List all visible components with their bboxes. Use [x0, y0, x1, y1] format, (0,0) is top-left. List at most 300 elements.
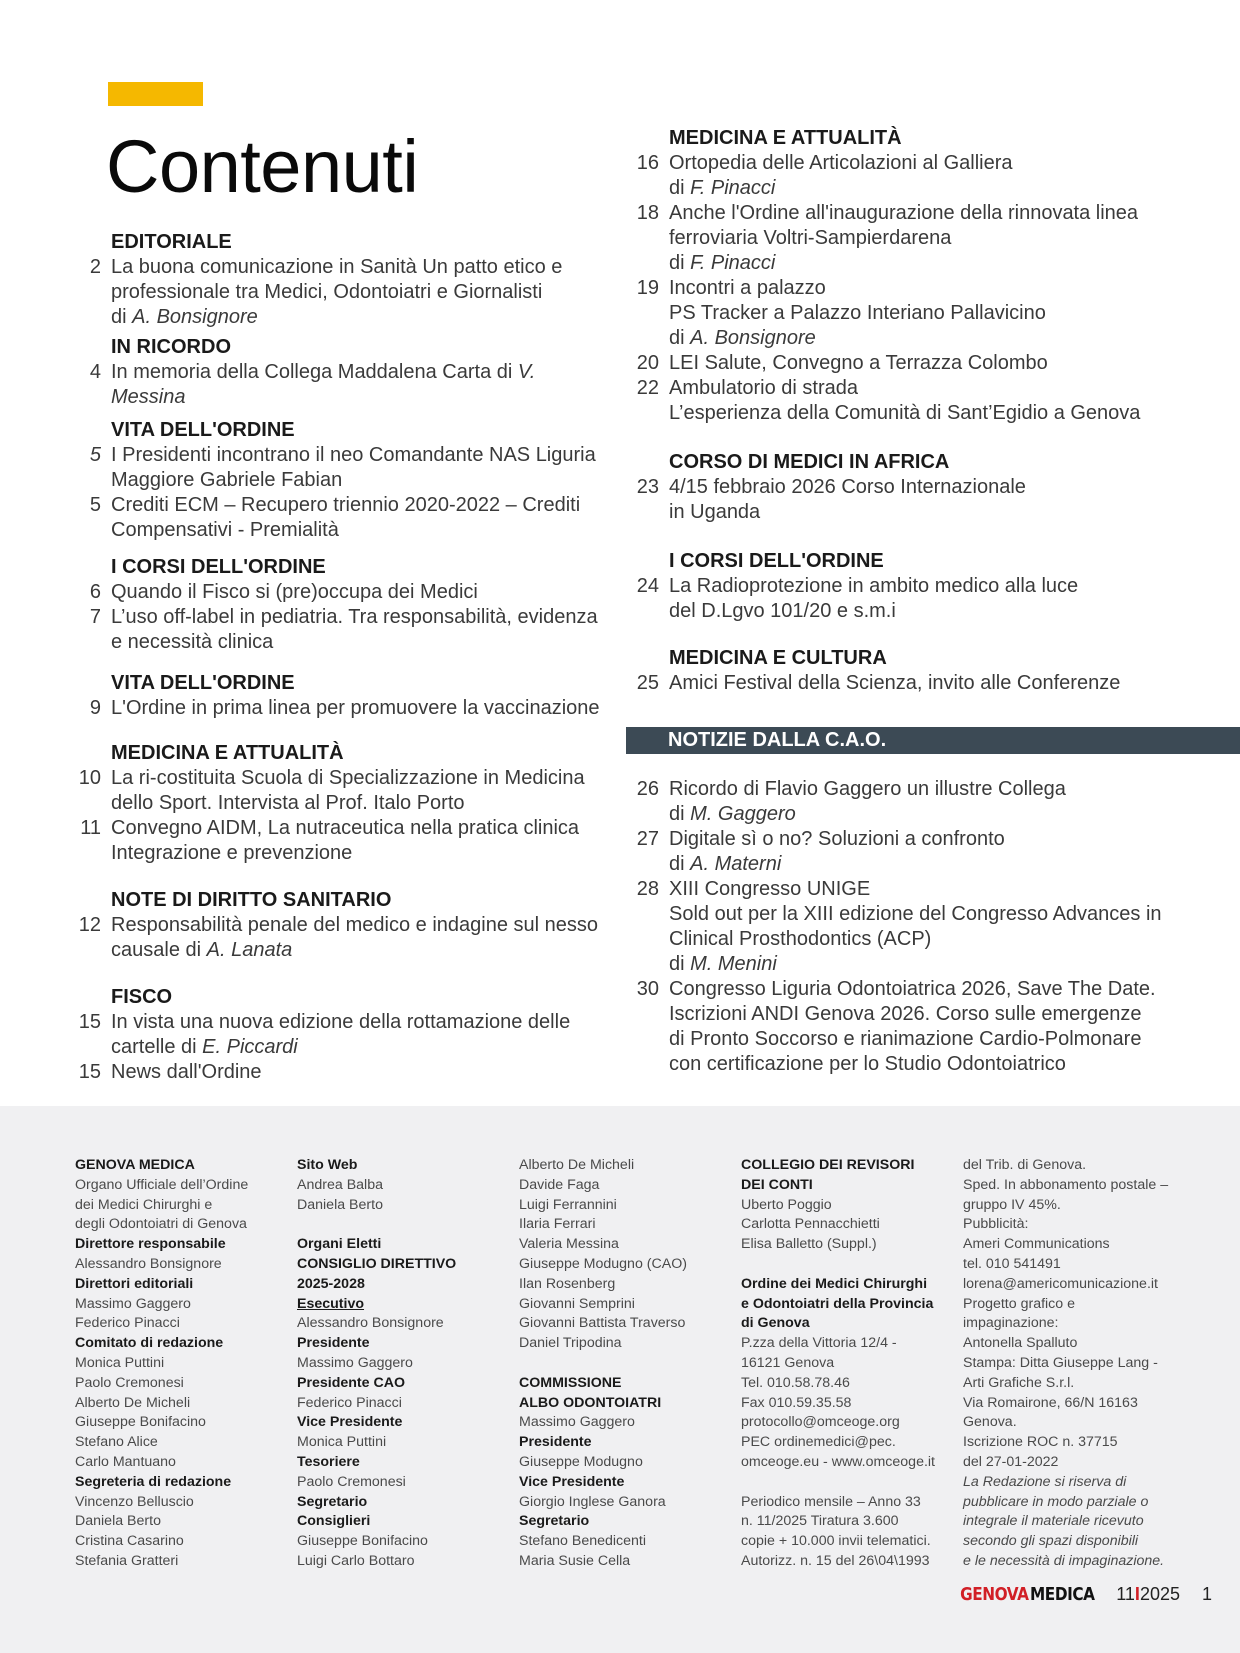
entry-line: [111, 580, 612, 605]
masthead-text: Paolo Cremonesi: [75, 1374, 184, 1391]
entry-title: [669, 877, 1190, 977]
entry-line: [111, 938, 612, 963]
entry-line: [669, 500, 1190, 525]
entry-author-line: [669, 251, 1190, 276]
entry-line: [669, 475, 1190, 500]
toc-entry[interactable]: [72, 360, 612, 410]
entry-line-text: Compensativi - Premialità: [111, 519, 339, 541]
entry-line-text: Iscrizioni ANDI Genova 2026. Corso sulle emergenze: [669, 1003, 1142, 1025]
masthead-column-3: [519, 1156, 687, 1572]
section-heading: I CORSI DELL'ORDINE: [669, 550, 884, 572]
entry-line-text: 4/15 febbraio 2026 Corso Internazionale: [669, 476, 1026, 498]
entry-line-text: LEI Salute, Convegno a Terrazza Colombo: [669, 352, 1048, 374]
masthead-text: Periodico mensile – Anno 33: [741, 1493, 921, 1510]
page-number: 15: [78, 1011, 101, 1033]
entry-line-text: Quando il Fisco si (pre)occupa dei Medici: [111, 581, 478, 603]
issue-separator: I: [1134, 1584, 1140, 1604]
masthead-text: del Trib. di Genova.: [963, 1157, 1087, 1173]
masthead-text: La Redazione si riserva di: [963, 1473, 1127, 1490]
toc-cao-entries: [630, 777, 1190, 1077]
entry-line: [111, 841, 612, 866]
entry-title: [669, 351, 1190, 376]
toc-entry[interactable]: [630, 351, 1190, 376]
cao-section-heading: NOTIZIE DALLA C.A.O.: [668, 729, 887, 751]
entry-line: [111, 1035, 612, 1060]
toc-entry[interactable]: [72, 443, 612, 493]
entry-line: [669, 276, 1190, 301]
author-name: V. Messina: [111, 361, 536, 408]
masthead-text: Federico Pinacci: [297, 1394, 402, 1411]
author-prefix: di: [669, 327, 691, 349]
masthead: [0, 1106, 1240, 1653]
entry-line: [111, 913, 612, 938]
entry-line: [669, 927, 1190, 952]
page-number: 4: [89, 361, 101, 383]
masthead-text: Daniela Berto: [75, 1513, 161, 1530]
entry-line: [111, 696, 612, 721]
toc-entry[interactable]: [630, 777, 1190, 827]
toc-entry[interactable]: [72, 1010, 612, 1060]
entry-line-text: con certificazione per lo Studio Odontoiatrico: [669, 1053, 1066, 1075]
entry-line: [669, 401, 1190, 426]
masthead-text: Genova.: [963, 1414, 1017, 1431]
page-number: 1: [1201, 1584, 1212, 1604]
toc-entry[interactable]: [630, 827, 1190, 877]
masthead-text: Elisa Balletto (Suppl.): [741, 1236, 877, 1253]
toc-section: [72, 741, 612, 866]
entry-line: [111, 468, 612, 493]
author-name: A. Bonsignore: [132, 306, 258, 328]
masthead-column-4: [741, 1156, 935, 1572]
masthead-label: GENOVA MEDICA: [75, 1157, 195, 1173]
masthead-text: Organo Ufficiale dell’Ordine: [75, 1176, 249, 1193]
page-number: 30: [636, 978, 659, 1000]
page-number: 10: [78, 767, 101, 789]
entry-line: [111, 360, 612, 410]
spacer: [741, 1255, 935, 1275]
author-prefix: di: [669, 177, 691, 199]
section-heading: IN RICORDO: [111, 336, 231, 358]
page-number: 23: [636, 476, 659, 498]
entry-title: [111, 360, 612, 410]
spacer: [741, 1473, 935, 1493]
entry-line: [111, 518, 612, 543]
entry-line: [111, 766, 612, 791]
page-number: 26: [636, 778, 659, 800]
toc-section: [72, 671, 612, 721]
spacer: [519, 1354, 687, 1374]
masthead-label: Esecutivo: [297, 1295, 365, 1312]
masthead-label: COLLEGIO DEI REVISORI: [741, 1157, 915, 1173]
masthead-text: lorena@americomunicazione.it: [963, 1275, 1158, 1292]
entry-line-text: Ortopedia delle Articolazioni al Galliera: [669, 152, 1013, 174]
entry-author-line: [669, 802, 1190, 827]
masthead-text: PEC ordinemedici@pec.: [741, 1434, 896, 1451]
section-heading: NOTE DI DIRITTO SANITARIO: [111, 889, 392, 911]
masthead-text: omceoge.eu - www.omceoge.it: [741, 1453, 935, 1470]
entry-line: [669, 827, 1190, 852]
masthead-text: Tel. 010.58.78.46: [741, 1374, 850, 1391]
masthead-text: Cristina Casarino: [75, 1533, 184, 1550]
entry-title: [111, 580, 612, 605]
entry-line-text: La buona comunicazione in Sanità Un patto etico e: [111, 256, 563, 278]
entry-line-text: XIII Congresso UNIGE: [669, 878, 871, 900]
masthead-label: CONSIGLIO DIRETTIVO: [297, 1255, 457, 1272]
entry-title: [111, 443, 612, 493]
toc-entry[interactable]: [72, 255, 612, 330]
masthead-text: copie + 10.000 invii telematici.: [741, 1533, 931, 1550]
masthead-text: Sped. In abbonamento postale –: [963, 1176, 1169, 1193]
author-prefix: di: [669, 853, 691, 875]
toc-entry[interactable]: [72, 605, 612, 655]
author-name: F. Pinacci: [690, 177, 776, 199]
masthead-label: Vice Presidente: [297, 1414, 403, 1431]
masthead-label: Segretario: [519, 1513, 590, 1530]
toc-entry[interactable]: [72, 913, 612, 963]
entry-line: [111, 630, 612, 655]
entry-line-text: La Radioprotezione in ambito medico alla luce: [669, 575, 1079, 597]
masthead-text: protocollo@omceoge.org: [741, 1414, 900, 1431]
toc-section: [72, 335, 612, 410]
masthead-label: Direttori editoriali: [75, 1275, 194, 1292]
toc-entry[interactable]: [630, 671, 1190, 696]
toc-entry[interactable]: [630, 977, 1190, 1077]
masthead-text: Daniela Berto: [297, 1196, 383, 1213]
toc-entry[interactable]: [630, 151, 1190, 201]
entry-title: [111, 493, 612, 543]
section-heading: VITA DELL'ORDINE: [111, 419, 295, 441]
masthead-label: Ordine dei Medici Chirurghi: [741, 1275, 928, 1292]
page-title: Contenuti: [106, 125, 419, 208]
page-number: 28: [636, 878, 659, 900]
entry-line: [669, 1002, 1190, 1027]
masthead-column-1: [75, 1156, 248, 1572]
entry-line: [669, 671, 1190, 696]
entry-line: [111, 255, 612, 280]
entry-line: [669, 351, 1190, 376]
masthead-label: Segretario: [297, 1493, 368, 1510]
masthead-text: Giovanni Semprini: [519, 1295, 635, 1312]
masthead-text: Valeria Messina: [519, 1236, 619, 1253]
masthead-label: Segreteria di redazione: [75, 1473, 232, 1490]
toc-entry[interactable]: [72, 696, 612, 721]
toc-section: [630, 126, 1190, 426]
entry-line: [669, 376, 1190, 401]
author-name: F. Pinacci: [690, 252, 776, 274]
entry-line: [669, 226, 1190, 251]
masthead-text: Stefania Gratteri: [75, 1552, 179, 1569]
entry-line: [669, 151, 1190, 176]
masthead-text: secondo gli spazi disponibili: [963, 1533, 1139, 1550]
entry-title: [111, 766, 612, 816]
section-heading: FISCO: [111, 986, 173, 1008]
page-number: 5: [89, 444, 101, 466]
masthead-text: Giuseppe Bonifacino: [75, 1414, 206, 1431]
masthead-text: Vincenzo Belluscio: [75, 1493, 194, 1510]
entry-line-text: PS Tracker a Palazzo Interiano Pallavicino: [669, 302, 1046, 324]
issue-label: [1116, 1584, 1180, 1605]
toc-entry[interactable]: [72, 766, 612, 816]
entry-line-text: del D.Lgvo 101/20 e s.m.i: [669, 600, 896, 622]
section-heading: VITA DELL'ORDINE: [111, 672, 295, 694]
page-number: 19: [636, 277, 659, 299]
toc-entry[interactable]: [72, 493, 612, 543]
section-heading: MEDICINA E ATTUALITÀ: [111, 742, 344, 764]
masthead-text: Autorizz. n. 15 del 26\04\1993: [741, 1552, 930, 1569]
entry-title: [669, 777, 1190, 827]
entry-line: [111, 791, 612, 816]
author-name: A. Materni: [690, 853, 782, 875]
entry-line: [669, 301, 1190, 326]
masthead-text: Giuseppe Modugno (CAO): [519, 1255, 687, 1272]
entry-line-text: Amici Festival della Scienza, invito alle Conferenze: [669, 672, 1121, 694]
entry-title: [111, 816, 612, 866]
masthead-text: gruppo IV 45%.: [963, 1196, 1061, 1213]
page-number: 24: [636, 575, 659, 597]
toc-section: [630, 549, 1190, 624]
toc-section: [72, 985, 612, 1085]
entry-author-line: [669, 952, 1190, 977]
entry-line-text: La ri-costituita Scuola di Specializzazione in Medicina: [111, 767, 585, 789]
masthead-text: Carlotta Pennacchietti: [741, 1216, 880, 1233]
issue-month: 11: [1116, 1584, 1135, 1604]
toc-section: [72, 555, 612, 655]
entry-line-text: cartelle di: [111, 1036, 203, 1058]
masthead-text: Stefano Alice: [75, 1434, 158, 1451]
masthead-text: Via Romairone, 66/N 16163: [963, 1394, 1138, 1411]
entry-line: [669, 777, 1190, 802]
entry-line-text: Sold out per la XIII edizione del Congresso Advances in: [669, 903, 1162, 925]
entry-line: [669, 877, 1190, 902]
entry-line-text: in Uganda: [669, 501, 761, 523]
page-number: 16: [636, 152, 659, 174]
entry-line-text: e necessità clinica: [111, 631, 274, 653]
toc-entry[interactable]: [630, 475, 1190, 525]
masthead-text: Arti Grafiche S.r.l.: [963, 1374, 1075, 1391]
masthead-text: degli Odontoiatri di Genova: [75, 1216, 247, 1233]
masthead-text: Monica Puttini: [75, 1354, 165, 1371]
entry-title: [669, 475, 1190, 525]
entry-line: [669, 1027, 1190, 1052]
brand-genova: GENOVA: [959, 1584, 1029, 1605]
entry-line-text: causale di: [111, 939, 207, 961]
page-number: 15: [78, 1061, 101, 1083]
masthead-text: Daniel Tripodina: [519, 1335, 622, 1352]
entry-line-text: In vista una nuova edizione della rottamazione delle: [111, 1011, 571, 1033]
entry-line: [669, 902, 1190, 927]
entry-title: [111, 1010, 612, 1060]
entry-author-line: [669, 176, 1190, 201]
masthead-text: Andrea Balba: [297, 1176, 383, 1193]
masthead-label: ALBO ODONTOIATRI: [519, 1394, 662, 1411]
masthead-text: Uberto Poggio: [741, 1196, 832, 1213]
accent-bar: [108, 82, 203, 106]
masthead-text: Luigi Ferrannini: [519, 1196, 617, 1213]
entry-title: [669, 376, 1190, 426]
toc-entry[interactable]: [630, 376, 1190, 426]
masthead-text: Alessandro Bonsignore: [75, 1255, 222, 1272]
entry-title: [669, 151, 1190, 201]
entry-line: [111, 493, 612, 518]
toc-entry[interactable]: [630, 201, 1190, 276]
toc-entry[interactable]: [630, 877, 1190, 977]
masthead-text: Davide Faga: [519, 1176, 600, 1193]
masthead-text: Luigi Carlo Bottaro: [297, 1552, 415, 1569]
masthead-text: del 27-01-2022: [963, 1453, 1059, 1470]
masthead-label: Sito Web: [297, 1157, 358, 1173]
page-number: 7: [89, 606, 101, 628]
masthead-text: Giorgio Inglese Ganora: [519, 1493, 666, 1510]
entry-line-text: Responsabilità penale del medico e indagine sul nesso: [111, 914, 598, 936]
masthead-text: Progetto grafico e: [963, 1295, 1075, 1312]
entry-line: [669, 1052, 1190, 1077]
entry-title: [669, 276, 1190, 351]
entry-title: [111, 1060, 612, 1085]
entry-line-text: Ambulatorio di strada: [669, 377, 858, 399]
masthead-text: Antonella Spalluto: [963, 1335, 1078, 1352]
author-prefix: di: [669, 252, 691, 274]
entry-line-text: professionale tra Medici, Odontoiatri e Giornalisti: [111, 281, 543, 303]
masthead-text: Alberto De Micheli: [75, 1394, 191, 1411]
entry-line-text: L'Ordine in prima linea per promuovere la vaccinazione: [111, 697, 600, 719]
masthead-text: e le necessità di impaginazione.: [963, 1552, 1165, 1569]
section-heading: MEDICINA E CULTURA: [669, 647, 887, 669]
masthead-text: Massimo Gaggero: [297, 1354, 413, 1371]
page-number: 25: [636, 672, 659, 694]
page-number: 20: [636, 352, 659, 374]
toc-entry[interactable]: [72, 1060, 612, 1085]
author-name: E. Piccardi: [202, 1036, 298, 1058]
entry-line-text: Anche l'Ordine all'inaugurazione della rinnovata linea: [669, 202, 1139, 224]
toc-entry[interactable]: [72, 816, 612, 866]
masthead-text: Fax 010.59.35.58: [741, 1394, 852, 1411]
author-name: M. Gaggero: [690, 803, 796, 825]
entry-line-text: I Presidenti incontrano il neo Comandante NAS Liguria: [111, 444, 596, 466]
entry-line: [111, 443, 612, 468]
page-number: 5: [89, 494, 101, 516]
masthead-text: Monica Puttini: [297, 1434, 387, 1451]
entry-title: [669, 201, 1190, 276]
entry-line-text: Congresso Liguria Odontoiatrica 2026, Save The Date.: [669, 978, 1156, 1000]
toc-right-column: [630, 126, 1190, 696]
masthead-label: DEI CONTI: [741, 1176, 813, 1193]
masthead-label: Presidente CAO: [297, 1374, 406, 1391]
masthead-label: e Odontoiatri della Provincia: [741, 1295, 934, 1312]
page-number: 2: [89, 256, 101, 278]
section-heading: EDITORIALE: [111, 231, 232, 253]
entry-line-text: ferroviaria Voltri-Sampierdarena: [669, 227, 952, 249]
masthead-text: Stefano Benedicenti: [519, 1533, 646, 1550]
page-number: 18: [636, 202, 659, 224]
entry-line: [111, 1060, 612, 1085]
toc-entry[interactable]: [630, 276, 1190, 351]
entry-line: [669, 599, 1190, 624]
masthead-text: Carlo Mantuano: [75, 1453, 176, 1470]
page-number: 22: [636, 377, 659, 399]
masthead-text: Massimo Gaggero: [75, 1295, 191, 1312]
toc-section: [72, 230, 612, 330]
author-name: M. Menini: [690, 953, 777, 975]
masthead-text: Stampa: Ditta Giuseppe Lang -: [963, 1354, 1158, 1371]
masthead-text: Alessandro Bonsignore: [297, 1315, 444, 1332]
page-number: 6: [89, 581, 101, 603]
toc-section: [630, 646, 1190, 696]
entry-line-text: In memoria della Collega Maddalena Carta di: [111, 361, 518, 383]
issue-year: 2025: [1139, 1584, 1180, 1604]
author-name: A. Lanata: [206, 939, 293, 961]
entry-author-line: [111, 305, 612, 330]
entry-line-text: Digitale sì o no? Soluzioni a confronto: [669, 828, 1005, 850]
entry-title: [669, 671, 1190, 696]
masthead-text: impaginazione:: [963, 1315, 1059, 1332]
entry-title: [669, 827, 1190, 877]
entry-title: [669, 977, 1190, 1077]
entry-author-line: [669, 326, 1190, 351]
entry-line: [111, 605, 612, 630]
footer-brand: [948, 1584, 1212, 1605]
entry-title: [111, 255, 612, 330]
masthead-text: Pubblicità:: [963, 1216, 1029, 1233]
entry-line-text: dello Sport. Intervista al Prof. Italo Porto: [111, 792, 465, 814]
entry-line: [669, 977, 1190, 1002]
entry-title: [111, 696, 612, 721]
entry-line-text: L’esperienza della Comunità di Sant’Egidio a Genova: [669, 402, 1141, 424]
masthead-text: dei Medici Chirurghi e: [75, 1196, 213, 1213]
page-number: 11: [80, 817, 101, 839]
masthead-text: integrale il materiale ricevuto: [963, 1513, 1144, 1530]
toc-section: [72, 888, 612, 963]
masthead-label: Consiglieri: [297, 1513, 371, 1530]
section-heading: I CORSI DELL'ORDINE: [111, 556, 326, 578]
masthead-text: Giuseppe Bonifacino: [297, 1533, 428, 1550]
entry-line: [111, 816, 612, 841]
masthead-label: Organi Eletti: [297, 1236, 382, 1253]
toc-entry[interactable]: [630, 574, 1190, 624]
masthead-label: Presidente: [519, 1434, 592, 1451]
entry-line-text: di Pronto Soccorso e rianimazione Cardio-Polmonare: [669, 1028, 1142, 1050]
author-prefix: di: [669, 953, 691, 975]
spacer: [297, 1215, 456, 1235]
page-number: 12: [78, 914, 101, 936]
author-name: A. Bonsignore: [690, 327, 816, 349]
entry-line: [111, 280, 612, 305]
section-heading: MEDICINA E ATTUALITÀ: [669, 127, 902, 149]
masthead-text: 16121 Genova: [741, 1354, 835, 1371]
entry-line-text: Clinical Prosthodontics (ACP): [669, 928, 932, 950]
entry-line-text: Ricordo di Flavio Gaggero un illustre Collega: [669, 778, 1066, 800]
section-heading: CORSO DI MEDICI IN AFRICA: [669, 451, 950, 473]
masthead-label: COMMISSIONE: [519, 1374, 622, 1391]
entry-line: [669, 201, 1190, 226]
masthead-label: Vice Presidente: [519, 1473, 625, 1490]
page-number: 9: [89, 697, 101, 719]
masthead-text: Giuseppe Modugno: [519, 1453, 643, 1470]
masthead-text: Maria Susie Cella: [519, 1552, 631, 1569]
page-number: 27: [636, 828, 659, 850]
masthead-label: 2025-2028: [297, 1275, 365, 1292]
cao-section-band: [626, 727, 1240, 754]
masthead-text: Alberto De Micheli: [519, 1157, 635, 1173]
entry-line-text: Maggiore Gabriele Fabian: [111, 469, 343, 491]
toc-section: [72, 418, 612, 543]
toc-entry[interactable]: [72, 580, 612, 605]
entry-title: [111, 913, 612, 963]
masthead-text: Ilan Rosenberg: [519, 1275, 616, 1292]
masthead-column-5: [963, 1156, 1168, 1572]
entry-title: [111, 605, 612, 655]
masthead-column-2: [297, 1156, 456, 1572]
masthead-text: Ilaria Ferrari: [519, 1216, 596, 1233]
